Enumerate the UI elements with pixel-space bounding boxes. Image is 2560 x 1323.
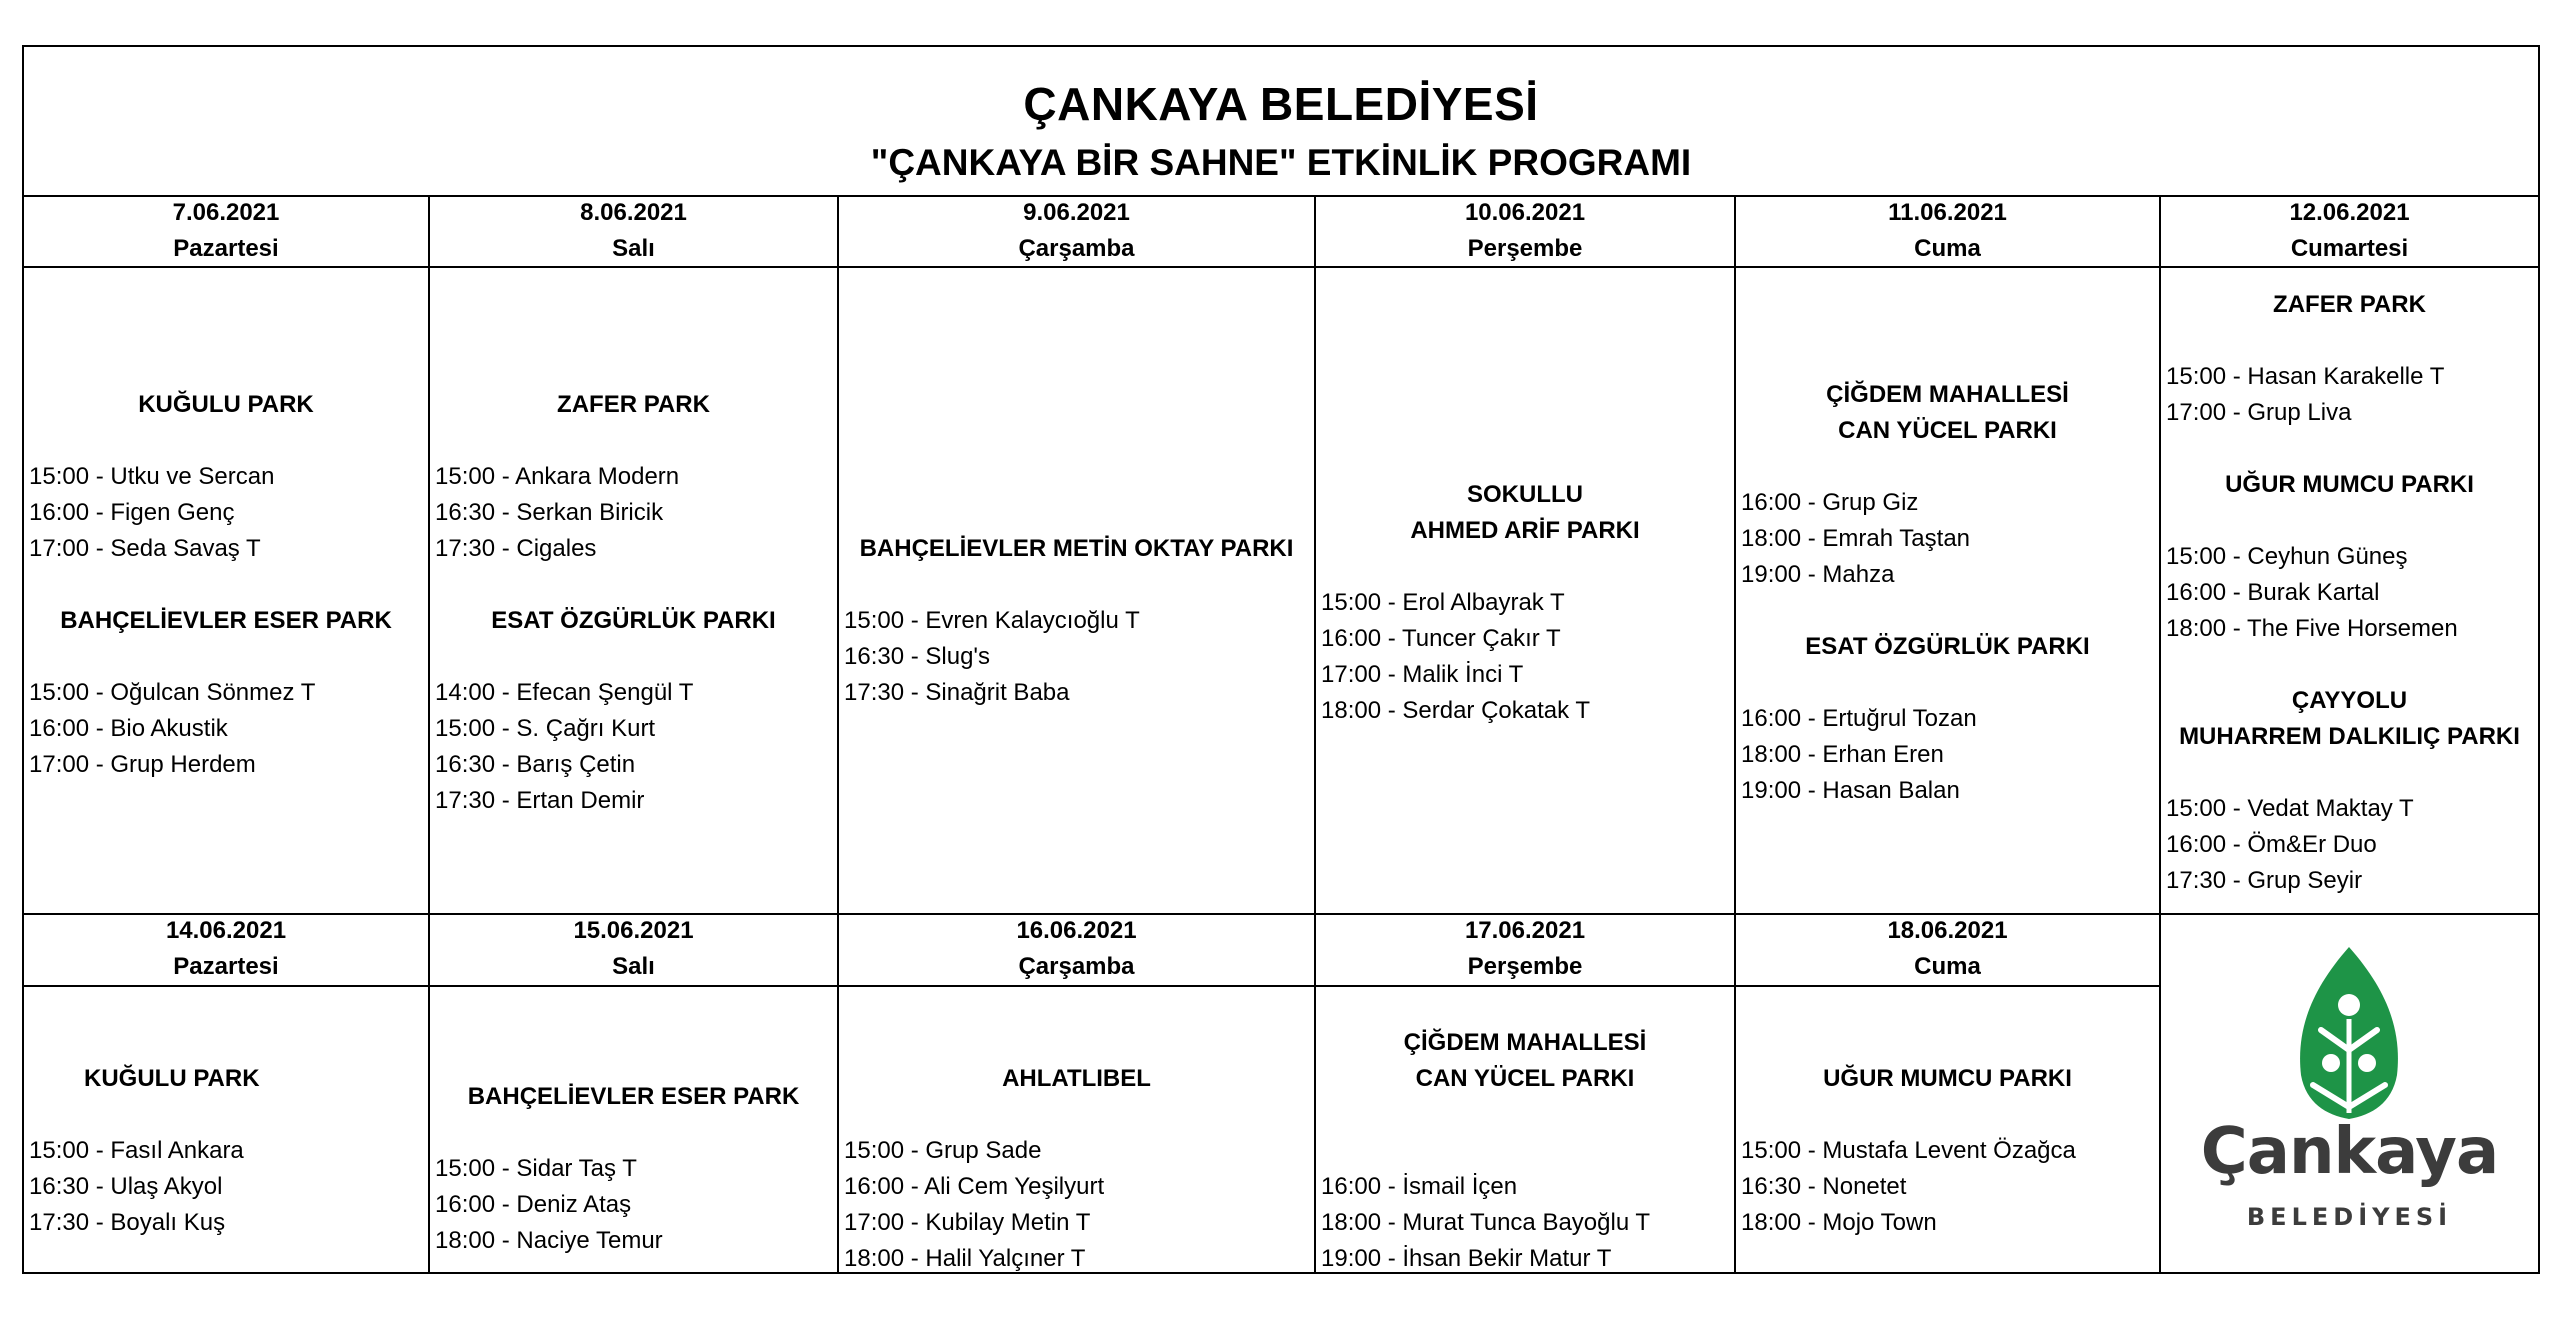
- day-header: [1736, 913, 2159, 985]
- day-schedule: [430, 1079, 837, 1259]
- event-item: 17:00 - Grup Liva: [2166, 399, 2352, 426]
- day-schedule: [2161, 287, 2538, 899]
- event-item: 18:00 - Mojo Town: [1741, 1209, 1937, 1236]
- date-label: 17.06.2021: [1464, 917, 1586, 944]
- venue-name: BAHÇELİEVLER ESER PARK: [467, 1083, 800, 1110]
- event-item: 15:00 - Grup Sade: [844, 1137, 1042, 1164]
- leaf-tree-icon: [2161, 935, 2538, 1135]
- event-item: 15:00 - Mustafa Levent Özağca: [1741, 1137, 2076, 1164]
- day-header: [2161, 195, 2538, 267]
- weekday-label: Çarşamba: [1018, 953, 1135, 980]
- venue-name: KUĞULU PARK: [84, 1065, 260, 1092]
- event-item: 16:00 - Bio Akustik: [29, 715, 228, 742]
- event-item: 16:30 - Nonetet: [1741, 1173, 1907, 1200]
- weekday-label: Perşembe: [1467, 235, 1583, 262]
- venue-name: ZAFER PARK: [557, 391, 710, 418]
- date-label: 18.06.2021: [1887, 917, 2008, 944]
- day-schedule: [24, 1061, 428, 1241]
- day-schedule: [1736, 377, 2159, 809]
- cankaya-logo: [2161, 915, 2538, 1272]
- event-item: 15:00 - Hasan Karakelle T: [2166, 363, 2445, 390]
- grid-line: [24, 985, 2161, 987]
- date-label: 10.06.2021: [1464, 199, 1586, 226]
- event-item: 17:00 - Grup Herdem: [29, 751, 256, 778]
- event-item: 18:00 - Erhan Eren: [1741, 741, 1944, 768]
- date-label: 12.06.2021: [2289, 199, 2410, 226]
- event-item: 19:00 - Mahza: [1741, 561, 1895, 588]
- venue-name: ÇAYYOLU: [2291, 687, 2408, 714]
- event-item: 15:00 - Utku ve Sercan: [29, 463, 275, 490]
- event-item: 18:00 - Serdar Çokatak T: [1321, 697, 1591, 724]
- event-item: 16:00 - Ali Cem Yeşilyurt: [844, 1173, 1105, 1200]
- weekday-label: Çarşamba: [1018, 235, 1135, 262]
- day-header: [430, 195, 837, 267]
- page-subtitle: "ÇANKAYA BİR SAHNE" ETKİNLİK PROGRAMI: [870, 142, 1692, 183]
- page-title: ÇANKAYA BELEDİYESİ: [1023, 78, 1539, 130]
- event-item: 15:00 - Ankara Modern: [435, 463, 680, 490]
- day-header: [839, 195, 1314, 267]
- venue-name: AHMED ARİF PARKI: [1410, 517, 1640, 544]
- day-schedule: [24, 387, 428, 783]
- day-header: [1316, 195, 1734, 267]
- event-item: 17:30 - Grup Seyir: [2166, 867, 2363, 894]
- event-item: 15:00 - S. Çağrı Kurt: [435, 715, 656, 742]
- date-label: 15.06.2021: [573, 917, 694, 944]
- event-item: 19:00 - İhsan Bekir Matur T: [1321, 1245, 1612, 1272]
- venue-name: SOKULLU: [1467, 481, 1583, 508]
- logo-wordmark: Çankaya: [2200, 1115, 2499, 1189]
- day-header: [24, 195, 428, 267]
- event-item: 15:00 - Evren Kalaycıoğlu T: [844, 607, 1140, 634]
- event-item: 17:00 - Seda Savaş T: [29, 535, 261, 562]
- weekday-label: Cumartesi: [2290, 235, 2409, 262]
- program-sheet: [22, 45, 2540, 1274]
- date-label: 14.06.2021: [165, 917, 287, 944]
- venue-name: KUĞULU PARK: [138, 391, 314, 418]
- event-item: 15:00 - Vedat Maktay T: [2166, 795, 2414, 822]
- venue-name: CAN YÜCEL PARKI: [1415, 1065, 1635, 1092]
- date-label: 8.06.2021: [580, 199, 687, 226]
- day-header: [1736, 195, 2159, 267]
- event-item: 15:00 - Fasıl Ankara: [29, 1137, 244, 1164]
- date-label: 7.06.2021: [172, 199, 280, 226]
- day-header: [430, 913, 837, 985]
- day-schedule: [839, 1061, 1314, 1277]
- weekday-label: Salı: [612, 953, 655, 980]
- event-item: 16:00 - Grup Giz: [1741, 489, 1919, 516]
- event-item: 17:30 - Cigales: [435, 535, 597, 562]
- event-item: 16:00 - Deniz Ataş: [435, 1191, 632, 1218]
- date-label: 9.06.2021: [1023, 199, 1130, 226]
- event-item: 15:00 - Ceyhun Güneş: [2166, 543, 2408, 570]
- venue-name: ZAFER PARK: [2273, 291, 2426, 318]
- event-item: 15:00 - Sidar Taş T: [435, 1155, 637, 1182]
- venue-name: UĞUR MUMCU PARKI: [1823, 1065, 2072, 1092]
- event-item: 16:30 - Barış Çetin: [435, 751, 636, 778]
- day-schedule: [1316, 477, 1734, 729]
- weekday-label: Salı: [612, 235, 655, 262]
- event-item: 16:00 - Ertuğrul Tozan: [1741, 705, 1977, 732]
- day-schedule: [1736, 1061, 2159, 1241]
- event-item: 15:00 - Erol Albayrak T: [1321, 589, 1565, 616]
- weekday-label: Cuma: [1914, 235, 1981, 262]
- event-item: 14:00 - Efecan Şengül T: [435, 679, 694, 706]
- day-schedule: [839, 531, 1314, 711]
- event-item: 16:00 - İsmail İçen: [1321, 1173, 1518, 1200]
- venue-name: BAHÇELİEVLER METİN OKTAY PARKI: [859, 535, 1294, 562]
- venue-name: ESAT ÖZGÜRLÜK PARKI: [491, 607, 776, 634]
- logo-tagline: BELEDİYESİ: [2246, 1203, 2453, 1231]
- event-item: 16:00 - Burak Kartal: [2166, 579, 2380, 606]
- venue-name: MUHARREM DALKILIÇ PARKI: [2179, 723, 2520, 750]
- day-schedule: [1316, 1025, 1734, 1277]
- event-item: 18:00 - Murat Tunca Bayoğlu T: [1321, 1209, 1651, 1236]
- venue-name: ÇİĞDEM MAHALLESİ: [1826, 381, 2069, 408]
- venue-name: ESAT ÖZGÜRLÜK PARKI: [1805, 633, 2090, 660]
- event-item: 18:00 - Naciye Temur: [435, 1227, 663, 1254]
- weekday-label: Perşembe: [1467, 953, 1583, 980]
- event-item: 19:00 - Hasan Balan: [1741, 777, 1960, 804]
- weekday-label: Pazartesi: [173, 953, 279, 980]
- event-item: 18:00 - The Five Horsemen: [2166, 615, 2458, 642]
- day-header: [1316, 913, 1734, 985]
- day-header: [24, 913, 428, 985]
- venue-name: ÇİĞDEM MAHALLESİ: [1403, 1029, 1647, 1056]
- venue-name: CAN YÜCEL PARKI: [1838, 417, 2057, 444]
- event-item: 16:00 - Öm&Er Duo: [2166, 831, 2377, 858]
- weekday-label: Pazartesi: [173, 235, 279, 262]
- event-item: 16:30 - Ulaş Akyol: [29, 1173, 223, 1200]
- event-item: 16:00 - Tuncer Çakır T: [1321, 625, 1561, 652]
- event-item: 17:30 - Sinağrit Baba: [844, 679, 1070, 706]
- event-item: 16:30 - Serkan Biricik: [435, 499, 664, 526]
- event-item: 18:00 - Halil Yalçıner T: [844, 1245, 1086, 1272]
- venue-name: UĞUR MUMCU PARKI: [2225, 471, 2474, 498]
- event-item: 17:00 - Malik İnci T: [1321, 661, 1524, 688]
- day-schedule: [430, 387, 837, 819]
- event-item: 16:00 - Figen Genç: [29, 499, 235, 526]
- day-header: [839, 913, 1314, 985]
- event-item: 15:00 - Oğulcan Sönmez T: [29, 679, 316, 706]
- event-item: 17:30 - Ertan Demir: [435, 787, 645, 814]
- venue-name: AHLATLIBEL: [1002, 1065, 1151, 1092]
- event-item: 18:00 - Emrah Taştan: [1741, 525, 1971, 552]
- event-item: 17:30 - Boyalı Kuş: [29, 1209, 226, 1236]
- date-label: 11.06.2021: [1888, 199, 2007, 226]
- date-label: 16.06.2021: [1016, 917, 1137, 944]
- event-item: 17:00 - Kubilay Metin T: [844, 1209, 1091, 1236]
- venue-name: BAHÇELİEVLER ESER PARK: [60, 607, 392, 634]
- event-item: 16:30 - Slug's: [844, 643, 991, 670]
- weekday-label: Cuma: [1914, 953, 1981, 980]
